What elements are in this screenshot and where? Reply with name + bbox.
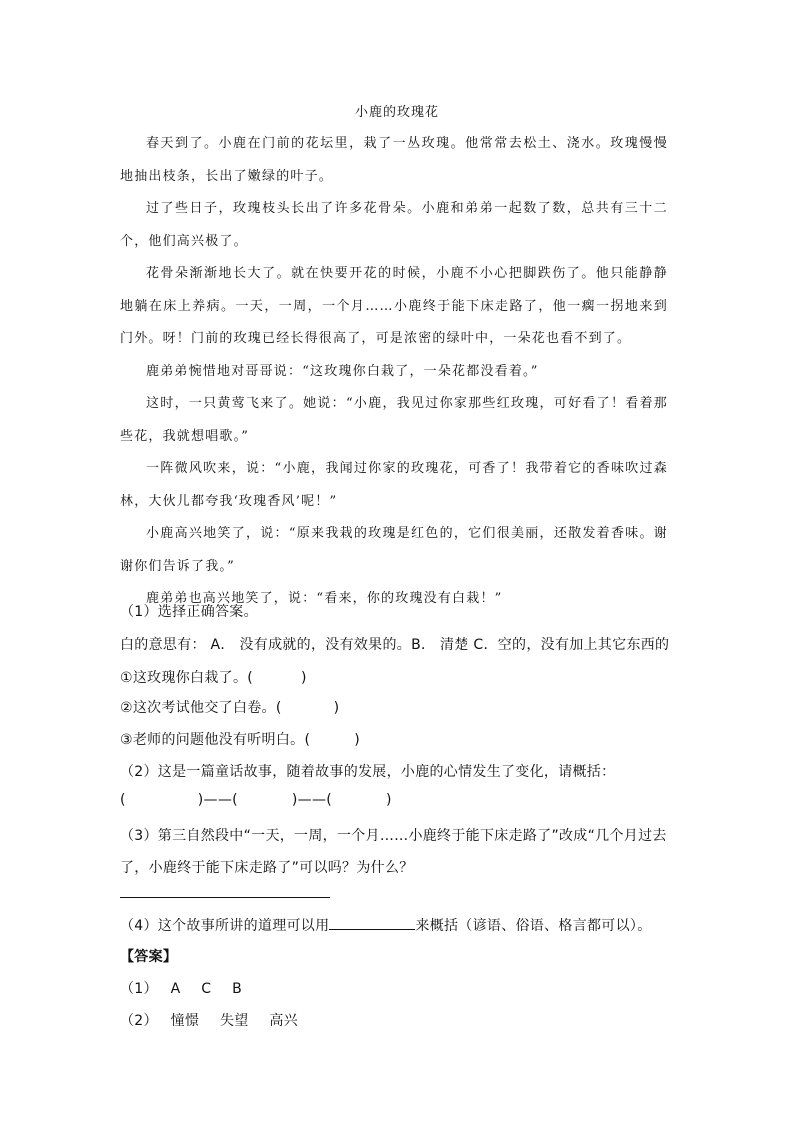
question-1-item-2 (120, 697, 680, 717)
question-3-line-2: 了，小鹿终于能下床走路了”可以吗？为什么？ (120, 860, 414, 876)
close-paren: ) (354, 732, 360, 748)
q1-item-2-text: ②这次考试他交了白卷。( (120, 700, 282, 716)
question-2-blanks (120, 792, 680, 808)
open-paren: ( (120, 792, 126, 808)
story-paragraph-7: 小鹿高兴地笑了，说：“原来我栽的玫瑰是红色的，它们很美丽，还散发着香味。谢谢你们告诉了我。” (120, 526, 668, 574)
story-paragraph-5: 这时，一只黄莺飞来了。她说：“小鹿，我见过你家那些红玫瑰，可好看了！看着那些花，我就想唱歌。” (120, 396, 668, 444)
question-3-line-1: （3）第三自然段中“一天，一周，一个月……小鹿终于能下床走路了”改成“几个月过去 (120, 828, 667, 844)
question-1-item-3 (120, 729, 680, 749)
close-paren: ) (386, 792, 392, 808)
answer-2-value: 失望 (219, 1013, 249, 1029)
story-paragraph-6: 一阵微风吹来，说：“小鹿，我闻过你家的玫瑰花，可香了！我带着它的香味吹过森林，大伙儿都夸我‘玫瑰香风’呢！” (120, 461, 668, 509)
question-2-title: （2）这是一篇童话故事，随着故事的发展，小鹿的心情发生了变化，请概括： (120, 764, 616, 780)
answer-blank[interactable] (329, 915, 415, 930)
answer-1-value: A (170, 981, 181, 997)
story-paragraph-1: 春天到了。小鹿在门前的花坛里，栽了一丛玫瑰。他常常去松土、浇水。玫瑰慢慢地抽出枝条，长出了嫩绿的叶子。 (120, 136, 668, 184)
story-body (120, 128, 668, 616)
close-paren: ) (333, 700, 340, 716)
answer-1-value: C (201, 981, 212, 997)
answer-2-value: 高兴 (269, 1013, 298, 1029)
answer-2-value: 憧憬 (170, 1013, 200, 1029)
story-paragraph-3: 花骨朵渐渐地长大了。就在快要开花的时候，小鹿不小心把脚跌伤了。他只能静静地躺在床上养病。一天，一周，一个月……小鹿终于能下床走路了，他一瘸一拐地来到门外。呀！门前的玫瑰已经长得很高了，可是浓密的绿叶中，一朵花也看不到了。 (120, 266, 668, 346)
q1-item-1-text: ①这玫瑰你白栽了。( (120, 670, 254, 686)
story-paragraph-2: 过了些日子，玫瑰枝头长出了许多花骨朵。小鹿和弟弟一起数了数，总共有三十二个，他们高兴极了。 (120, 201, 668, 249)
answer-line[interactable] (120, 897, 330, 898)
story-paragraph-8: 鹿弟弟也高兴地笑了，说：“看来，你的玫瑰没有白栽！” (146, 591, 503, 606)
question-4 (120, 915, 680, 935)
question-1-item-1 (120, 667, 680, 687)
close-paren: ) (301, 670, 307, 686)
answer-2-label: （2） (120, 1013, 158, 1029)
q1-item-3-text: ③老师的问题他没有听明白。( (120, 732, 311, 748)
question-1-title: （1）选择正确答案。 (120, 604, 258, 620)
story-paragraph-4: 鹿弟弟惋惜地对哥哥说：“这玫瑰你白栽了，一朵花都没看着。” (146, 363, 539, 379)
answer-2 (120, 1010, 680, 1030)
dash-separator: )——( (291, 792, 333, 808)
dash-separator: )——( (197, 792, 238, 808)
q4-suffix: 来概括（谚语、俗语、格言都可以）。 (415, 918, 652, 934)
question-1-meanings: 白的意思有： A． 没有成就的，没有效果的。B． 清楚 C．空的，没有加上其它东西的 (120, 637, 670, 653)
answer-1-value: B (232, 981, 242, 997)
answer-1 (120, 978, 680, 998)
answer-1-label: （1） (120, 981, 158, 997)
answer-heading: 【答案】 (120, 949, 178, 965)
q4-prefix: （4）这个故事所讲的道理可以用 (120, 918, 330, 934)
story-title: 小鹿的玫瑰花 (354, 105, 439, 120)
